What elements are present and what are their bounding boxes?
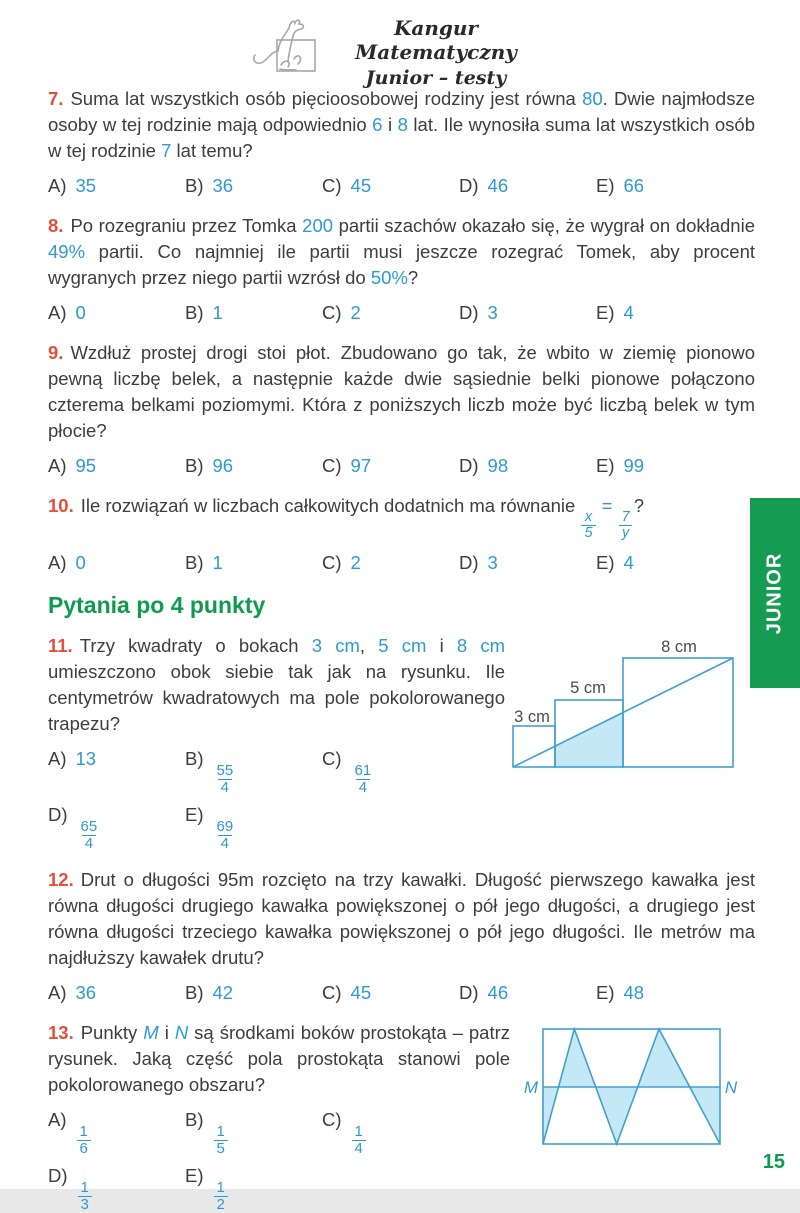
question-13-main [48, 1020, 510, 1212]
question-7 [48, 86, 755, 197]
option-value [76, 552, 86, 574]
question-8-text [48, 213, 755, 291]
option-letter: E) [596, 552, 615, 574]
highlighted-value: = [596, 495, 618, 516]
text-run: 1 [212, 552, 223, 574]
option-letter: B) [185, 302, 204, 323]
question-number: 7. [48, 88, 64, 109]
question-9-text [48, 340, 755, 444]
shaded-trapezoid [555, 713, 623, 768]
squares-figure [505, 633, 755, 775]
answer-option [48, 1165, 185, 1213]
question-number: 13. [48, 1022, 74, 1044]
option-value [213, 748, 238, 796]
answer-option [185, 1165, 322, 1213]
text-run: Drut o długości 95m rozcięto na trzy kawałki. Długość pierwszego kawałka jest równa długości drugiego kawałka powiększonej o pół jego długości, a drugiego jest równa długości trzeciego kawałka powiększonej o pół jego długości. Ile metrów ma najdłuższy kawałek drutu? [48, 869, 755, 969]
question-number: 8. [48, 215, 64, 236]
option-value [351, 302, 361, 324]
text-run: lat. Ile wynosiła suma lat wszystkich osób w tej rodzinie [48, 114, 755, 161]
answer-option [322, 982, 459, 1004]
option-letter: D) [48, 803, 68, 825]
kangaroo-logo-icon [251, 12, 321, 76]
option-letter: D) [459, 302, 479, 323]
option-value [624, 552, 634, 574]
option-letter: E) [596, 982, 615, 1004]
answer-option [596, 175, 733, 197]
text-run: 0 [75, 552, 86, 574]
option-value [213, 175, 234, 197]
fraction: $\frac{55}{4}$ [216, 762, 234, 797]
answer-option [48, 552, 185, 574]
text-run: 36 [75, 982, 97, 1004]
option-letter: A) [48, 552, 67, 574]
question-11 [48, 633, 755, 851]
text-run: Wzdłuż prostej drogi stoi płot. Zbudowano go tak, że wbito w ziemię pionowo pewną liczbę belek, a następnie każde dwie sąsiednie belki pionowe połączono czterema belkami poziomymi. Która z poniższych liczb może być liczbą belek w tym płocie? [48, 342, 755, 441]
fraction: $\frac{69}{4}$ [216, 817, 234, 852]
text-run: Punkty [80, 1022, 144, 1044]
text-run: 2 [350, 552, 361, 574]
text-run: . Dwie najmłodsze osoby w tej rodzinie mają odpowiednio [48, 88, 755, 135]
text-run: 95 [75, 455, 97, 476]
answers-row [48, 1165, 510, 1213]
option-letter: E) [596, 302, 615, 323]
text-run: i [426, 635, 457, 657]
option-value [624, 982, 645, 1004]
junior-side-tab [750, 498, 800, 688]
question-11-figure-area [505, 633, 755, 851]
text-run: 99 [623, 455, 645, 476]
highlighted-value: N [174, 1022, 189, 1044]
figure-label-M: M [523, 1078, 539, 1098]
text-run: 4 [623, 552, 634, 574]
figure-label-5cm: 5 cm [570, 679, 606, 698]
text-run: partii. Co najmniej ile partii musi jeszcze rozegrać Tomek, aby procent wygranych przez niego partii wzrósł do [48, 241, 755, 288]
answer-option [322, 552, 459, 574]
question-13 [48, 1020, 755, 1212]
option-value [351, 455, 372, 477]
answer-option [48, 302, 185, 324]
text-run: ? [633, 495, 645, 516]
option-value [76, 455, 97, 477]
answer-option [185, 982, 322, 1004]
fraction: $\frac{65}{4}$ [80, 817, 98, 852]
question-8 [48, 213, 755, 324]
answer-option [185, 1109, 322, 1157]
fraction: $\frac{7}{y}$ [619, 510, 633, 541]
option-letter: B) [185, 455, 204, 476]
option-letter: C) [322, 302, 342, 323]
text-run: i [382, 114, 398, 135]
text-run: 98 [487, 455, 509, 476]
answers-row [48, 982, 755, 1004]
highlighted-value: 6 [372, 114, 383, 135]
option-letter: E) [185, 1164, 204, 1186]
fraction: $\frac{1}{5}$ [214, 1124, 228, 1157]
question-7-text [48, 86, 755, 164]
page-number: 15 [762, 1151, 785, 1173]
fraction: $\frac{1}{3}$ [78, 1180, 92, 1213]
answers-row [48, 748, 505, 796]
answer-option [185, 302, 322, 324]
answer-option [322, 748, 459, 796]
answers-row [48, 804, 505, 852]
header-title-line1: Kangur Matematyczny [355, 16, 517, 64]
question-13-figure-area [510, 1020, 755, 1212]
text-run: umieszczono obok siebie tak jak na rysunku. Ile centymetrów kwadratowych ma pole pokolorowanego trapezu? [48, 661, 505, 735]
question-11-main [48, 633, 505, 851]
option-value [624, 455, 645, 477]
text-run: Trzy kwadraty o bokach [79, 635, 312, 657]
option-value [624, 302, 634, 324]
header-title-line2: Junior – testy [365, 67, 507, 89]
question-11-text [48, 633, 505, 737]
answer-option [596, 982, 733, 1004]
text-run: i [158, 1022, 175, 1044]
option-letter: C) [322, 748, 342, 770]
option-value [76, 1109, 92, 1157]
text-run: 0 [75, 302, 86, 323]
text-run: 4 [623, 302, 634, 323]
fraction: $\frac{1}{6}$ [77, 1124, 91, 1157]
option-value [213, 455, 234, 477]
answer-option [459, 552, 596, 574]
text-run: 1 [212, 302, 223, 323]
option-value [351, 748, 376, 796]
option-value [213, 1109, 229, 1157]
text-run: lat temu? [171, 140, 253, 161]
option-letter: E) [596, 455, 615, 476]
question-number: 9. [48, 342, 64, 363]
option-letter: D) [459, 175, 479, 196]
option-letter: B) [185, 1109, 204, 1131]
option-value [213, 302, 223, 324]
text-run: 3 [487, 302, 498, 323]
answer-option [48, 175, 185, 197]
answer-option [459, 175, 596, 197]
answer-option [459, 302, 596, 324]
option-letter: B) [185, 748, 204, 770]
text-run: 45 [350, 982, 372, 1004]
question-13-text [48, 1020, 510, 1098]
option-value [624, 175, 645, 197]
option-letter: C) [322, 455, 342, 476]
option-letter: A) [48, 748, 67, 770]
option-letter: A) [48, 982, 67, 1004]
option-letter: D) [459, 982, 479, 1004]
answer-option [185, 552, 322, 574]
question-10-text [48, 493, 755, 541]
option-value [488, 455, 509, 477]
option-value [488, 982, 509, 1004]
answer-option [185, 748, 322, 796]
answer-option [48, 804, 185, 852]
question-12 [48, 867, 755, 1004]
figure-label-3cm: 3 cm [514, 708, 550, 727]
text-run: 46 [487, 175, 509, 196]
answer-option [596, 302, 733, 324]
highlighted-value: 49% [48, 241, 86, 262]
content-column [48, 0, 755, 1212]
option-value [213, 804, 238, 852]
option-letter: C) [322, 982, 342, 1004]
answer-option [48, 748, 185, 796]
answers-row [48, 302, 755, 324]
option-letter: D) [459, 552, 479, 574]
answer-option [185, 175, 322, 197]
text-run: 66 [623, 175, 645, 196]
fraction: $\frac{61}{4}$ [354, 762, 372, 797]
answer-option [48, 1109, 185, 1157]
option-value [488, 552, 498, 574]
answer-option [48, 455, 185, 477]
text-run: 35 [75, 175, 97, 196]
fraction: $\frac{x}{5}$ [581, 510, 595, 541]
text-run: 45 [350, 175, 372, 196]
highlighted-value: 7 [161, 140, 172, 161]
text-run: 96 [212, 455, 234, 476]
rectangle-figure [523, 1020, 755, 1148]
text-run: partii szachów okazało się, że wygrał on dokładnie [333, 215, 755, 236]
answer-option [322, 175, 459, 197]
highlighted-value: 80 [582, 88, 603, 109]
page-header [48, 0, 755, 89]
answer-option [185, 455, 322, 477]
question-number: 12. [48, 869, 74, 891]
fraction: $\frac{1}{4}$ [352, 1124, 366, 1157]
text-run: 13 [75, 748, 97, 770]
junior-tab-label: JUNIOR [763, 552, 786, 634]
option-value [351, 1109, 367, 1157]
text-run: 42 [212, 982, 234, 1004]
header-title [316, 16, 556, 89]
answer-option [185, 804, 322, 852]
answer-option [322, 455, 459, 477]
answers-row [48, 552, 755, 574]
option-letter: E) [185, 803, 204, 825]
option-value [76, 982, 97, 1004]
answers-row [48, 175, 755, 197]
option-letter: A) [48, 302, 67, 323]
option-value [77, 1165, 93, 1213]
answer-option [596, 552, 733, 574]
highlighted-value: 8 cm [456, 635, 506, 657]
figure-label-N: N [724, 1078, 738, 1098]
highlighted-value: M [143, 1022, 159, 1044]
answer-option [322, 1109, 459, 1157]
option-letter: B) [185, 552, 204, 574]
fraction: $\frac{1}{2}$ [214, 1180, 228, 1213]
option-value [488, 302, 498, 324]
text-run: 3 [487, 552, 498, 574]
text-run: ? [407, 267, 419, 288]
option-value [488, 175, 509, 197]
option-letter: A) [48, 175, 67, 196]
question-number: 11. [48, 635, 73, 657]
highlighted-value: 5 cm [378, 635, 427, 657]
highlighted-value: 50% [370, 267, 408, 288]
figure-label-8cm: 8 cm [661, 638, 697, 657]
highlighted-value: 200 [302, 215, 334, 236]
text-run: 48 [623, 982, 645, 1004]
option-letter: B) [185, 982, 204, 1004]
option-value [213, 982, 234, 1004]
option-letter: E) [596, 175, 615, 196]
answer-option [596, 455, 733, 477]
text-run: 97 [350, 455, 372, 476]
option-value [213, 552, 223, 574]
answer-option [459, 455, 596, 477]
text-run: 46 [487, 982, 509, 1004]
option-value [351, 982, 372, 1004]
answer-option [48, 982, 185, 1004]
question-12-text [48, 867, 755, 971]
answers-row [48, 455, 755, 477]
option-letter: C) [322, 175, 342, 196]
text-run: są środkami boków prostokąta – patrz rysunek. Jaką część pola prostokąta stanowi pole pokolorowanego obszaru? [48, 1022, 511, 1096]
text-run: 36 [212, 175, 234, 196]
answers-row [48, 1109, 510, 1157]
text-run: , [359, 635, 379, 657]
question-9 [48, 340, 755, 477]
highlighted-value: 8 [397, 114, 408, 135]
question-10 [48, 493, 755, 574]
option-value [351, 552, 361, 574]
answer-option [322, 302, 459, 324]
option-value [76, 748, 97, 770]
option-value [76, 302, 86, 324]
highlighted-value: 3 cm [311, 635, 360, 657]
question-number: 10. [48, 495, 74, 516]
option-letter: D) [48, 1164, 68, 1186]
option-letter: B) [185, 175, 204, 196]
option-value [213, 1165, 229, 1213]
option-letter: D) [459, 455, 479, 476]
section-heading: Pytania po 4 punkty [48, 592, 266, 619]
option-value [76, 175, 97, 197]
text-run: 2 [350, 302, 361, 323]
answer-option [459, 982, 596, 1004]
option-value [351, 175, 372, 197]
text-run: Suma lat wszystkich osób pięcioosobowej rodziny jest równa [70, 88, 583, 109]
option-letter: C) [322, 1109, 342, 1131]
text-run: Ile rozwiązań w liczbach całkowitych dodatnich ma równanie [80, 495, 581, 516]
option-value [77, 804, 102, 852]
text-run: Po rozegraniu przez Tomka [70, 215, 303, 236]
option-letter: A) [48, 1109, 67, 1131]
option-letter: A) [48, 455, 67, 476]
option-letter: C) [322, 552, 342, 574]
